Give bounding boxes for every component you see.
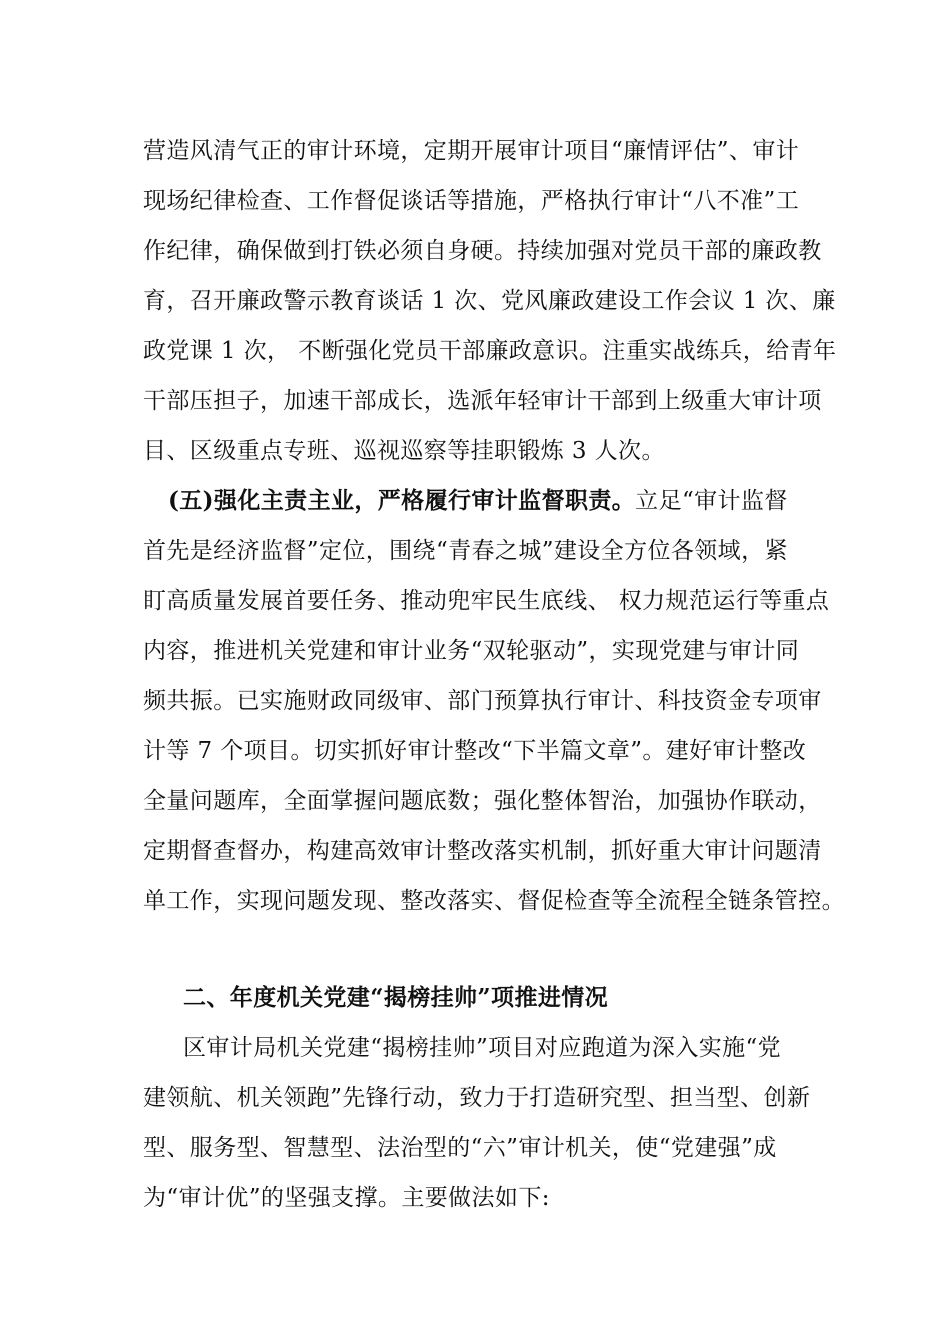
paragraph-line: 计等 7 个项目。切实抓好审计整改“下半篇文章”。建好审计整改 xyxy=(143,738,807,764)
paragraph-line: 育，召开廉政警示教育谈话 1 次、党风廉政建设工作会议 1 次、廉 xyxy=(143,288,836,314)
paragraph-line: 政党课 1 次， 不断强化党员干部廉政意识。注重实战练兵，给青年 xyxy=(143,338,837,364)
section-5-first-line xyxy=(168,476,823,526)
paragraph-line: 型、服务型、智慧型、法治型的“六”审计机关，使“党建强”成 xyxy=(143,1135,777,1161)
paragraph-line: 内容，推进机关党建和审计业务“双轮驱动”，实现党建与审计同 xyxy=(143,638,800,664)
paragraph-line: 作纪律，确保做到打铁必须自身硬。持续加强对党员干部的廉政教 xyxy=(143,238,822,264)
paragraph-line: 营造风清气正的审计环境，定期开展审计项目“廉情评估”、审计 xyxy=(143,138,800,164)
paragraph-line: 目、区级重点专班、巡视巡察等挂职锻炼 3 人次。 xyxy=(143,438,665,464)
paragraph-line: 定期督查督办，构建高效审计整改落实机制，抓好重大审计问题清 xyxy=(143,838,822,864)
paragraph-line: 为“审计优”的坚强支撑。主要做法如下: xyxy=(143,1185,550,1211)
paragraph-line: 全量问题库，全面掌握问题底数；强化整体智治，加强协作联动， xyxy=(143,788,822,814)
section-5-first-line-text: 立足“审计监督 xyxy=(635,488,788,514)
section-5-heading: (五)强化主责主业，严格履行审计监督职责。 xyxy=(168,487,636,514)
paragraph-line: 首先是经济监督”定位，围绕“青春之城”建设全方位各领域，紧 xyxy=(143,538,788,564)
paragraph-line: 干部压担子，加速干部成长，选派年轻审计干部到上级重大审计项 xyxy=(143,388,822,414)
paragraph-line: 建领航、机关领跑”先锋行动，致力于打造研究型、担当型、创新 xyxy=(143,1085,811,1111)
section-2-heading: 二、年度机关党建“揭榜挂帅”项推进情况 xyxy=(183,984,609,1011)
paragraph-line: 盯高质量发展首要任务、推动兜牢民生底线、 权力规范运行等重点 xyxy=(143,588,830,614)
paragraph-line: 区审计局机关党建“揭榜挂帅”项目对应跑道为深入实施“党 xyxy=(183,1035,782,1061)
paragraph-line: 单工作，实现问题发现、整改落实、督促检查等全流程全链条管控。 xyxy=(143,888,845,914)
paragraph-line: 频共振。已实施财政同级审、部门预算执行审计、科技资金专项审 xyxy=(143,688,822,714)
paragraph-line: 现场纪律检查、工作督促谈话等措施，严格执行审计“八不准”工 xyxy=(143,188,800,214)
